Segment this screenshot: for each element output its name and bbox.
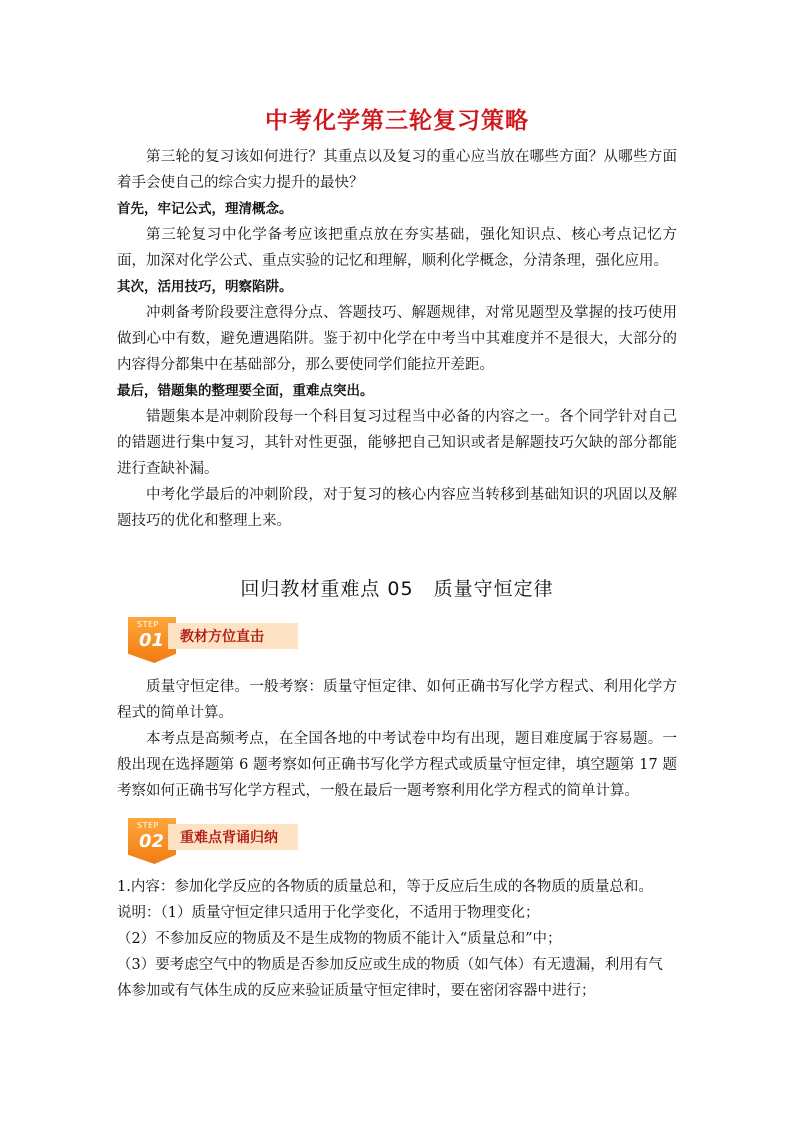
intro-paragraph-5: 中考化学最后的冲刺阶段，对于复习的核心内容应当转移到基础知识的巩固以及解题技巧的优化和整理上来。 <box>117 487 677 529</box>
step2-line-2: 说明：（1）质量守恒定律只适用于化学变化，不适用于物理变化； <box>117 905 540 921</box>
section-title: 回归教材重难点 05 质量守恒定律 <box>240 578 554 600</box>
step-02-content <box>117 874 677 1004</box>
step-tab-number: 02 <box>139 831 165 852</box>
document-title: 中考化学第三轮复习策略 <box>265 108 529 134</box>
step1-paragraph-1: 质量守恒定律。一般考察：质量守恒定律、如何正确书写化学方程式、利用化学方程式的简单计算。 <box>117 679 677 721</box>
step2-line-3: （2）不参加反应的物质及不是生成物的物质不能计入“质量总和”中； <box>117 931 562 947</box>
step-tab-number: 01 <box>139 630 165 651</box>
step-tab-label: STEP <box>137 620 159 629</box>
intro-paragraph-2: 第三轮复习中化学备考应该把重点放在夯实基础，强化知识点、核心考点记忆方面，加深对化学公式、重点实验的记忆和理解，顺利化学概念，分清条理，强化应用。 <box>117 227 677 269</box>
intro-section <box>117 144 677 534</box>
step-tab-label: STEP <box>137 821 159 830</box>
step2-line-4: （3）要考虑空气中的物质是否参加反应或生成的物质（如气体）有无遗漏，利用有气体参加或有气体生成的反应来验证质量守恒定律时，要在密闭容器中进行； <box>117 957 663 999</box>
step1-paragraph-2: 本考点是高频考点，在全国各地的中考试卷中均有出现，题目难度属于容易题。一般出现在选择题第 6 题考察如何正确书写化学方程式或质量守恒定律，填空题第 17 题考察如何正确书写化学方程式，一般在最后一题考察利用化学方程式的简单计算。 <box>117 731 677 799</box>
step-01-banner <box>128 617 308 663</box>
step2-line-1: 1.内容：参加化学反应的各物质的质量总和，等于反应后生成的各物质的质量总和。 <box>117 879 653 895</box>
step-banner-title: 教材方位直击 <box>180 629 264 645</box>
intro-paragraph-1: 第三轮的复习该如何进行？其重点以及复习的重心应当放在哪些方面？从哪些方面着手会使自己的综合实力提升的最快？ <box>117 149 677 191</box>
intro-paragraph-3: 冲刺备考阶段要注意得分点、答题技巧、解题规律，对常见题型及掌握的技巧使用做到心中有数，避免遭遇陷阱。鉴于初中化学在中考当中其难度并不是很大，大部分的内容得分都集中在基础部分，那么要使同学们能拉开差距。 <box>117 305 677 373</box>
intro-heading-3: 最后，错题集的整理要全面，重难点突出。 <box>117 383 374 399</box>
step-01-content <box>117 674 677 804</box>
intro-heading-2: 其次，活用技巧，明察陷阱。 <box>117 279 293 295</box>
intro-paragraph-4: 错题集本是冲刺阶段每一个科目复习过程当中必备的内容之一。各个同学针对自己的错题进行集中复习，其针对性更强，能够把自己知识或者是解题技巧欠缺的部分都能进行查缺补漏。 <box>117 409 677 477</box>
intro-heading-1: 首先，牢记公式，理清概念。 <box>117 201 293 217</box>
step-banner-title: 重难点背诵归纳 <box>180 830 278 846</box>
step-02-banner <box>128 818 308 864</box>
